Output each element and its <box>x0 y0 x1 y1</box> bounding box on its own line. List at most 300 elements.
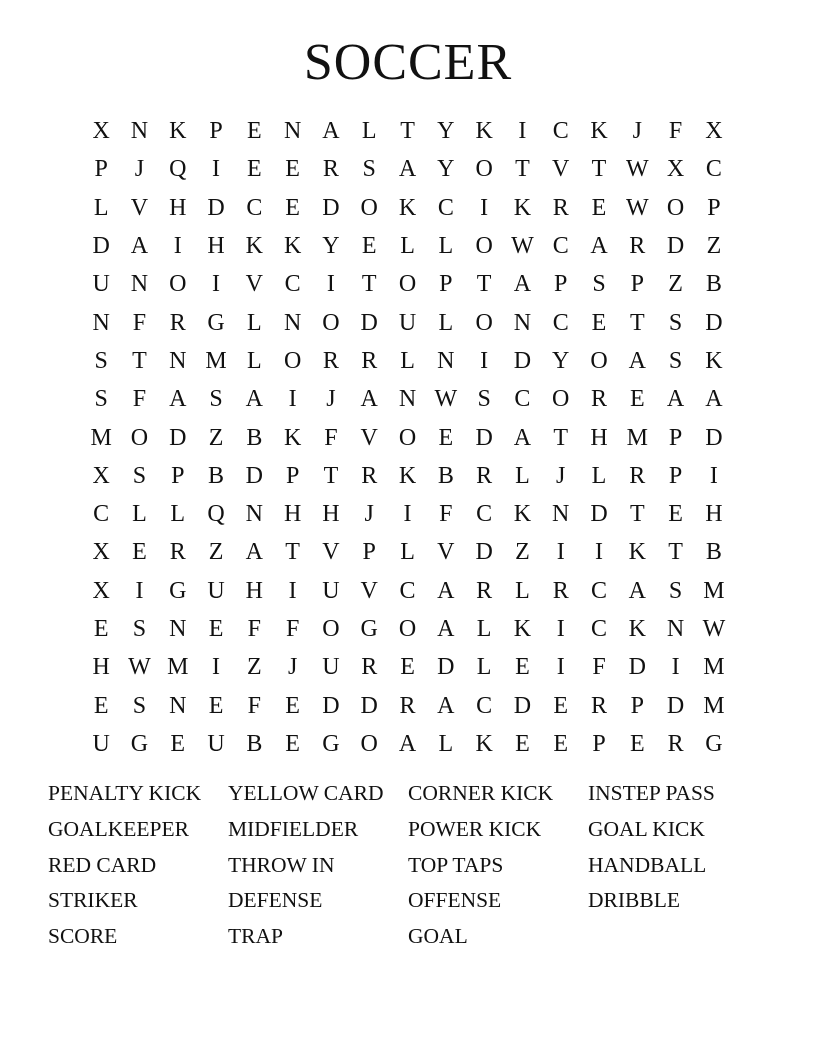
grid-cell[interactable]: R <box>552 577 569 604</box>
grid-cell[interactable]: X <box>92 118 110 145</box>
grid-cell[interactable]: V <box>552 156 570 183</box>
grid-cell[interactable]: H <box>283 501 302 528</box>
grid-cell[interactable]: R <box>629 462 646 489</box>
grid-cell[interactable]: L <box>361 118 377 145</box>
grid-cell[interactable]: I <box>556 616 565 642</box>
grid-cell[interactable]: K <box>398 194 417 221</box>
grid-cell[interactable]: P <box>707 194 721 221</box>
grid-row <box>82 227 734 265</box>
grid-cell[interactable]: O <box>475 156 493 183</box>
grid-cell[interactable]: Z <box>515 539 530 566</box>
grid-cell[interactable]: C <box>476 692 493 719</box>
grid-cell[interactable]: V <box>245 271 263 298</box>
grid-cell[interactable]: C <box>591 577 608 604</box>
grid-cell[interactable]: U <box>207 730 225 757</box>
grid-cell[interactable]: F <box>285 616 300 642</box>
grid-cell[interactable]: I <box>518 118 527 145</box>
grid-cell[interactable]: R <box>322 156 339 183</box>
grid-cell[interactable]: A <box>398 156 417 183</box>
grid-cell[interactable]: V <box>360 577 378 604</box>
grid-cell[interactable]: D <box>705 309 723 336</box>
grid-cell[interactable]: R <box>591 692 608 719</box>
grid-cell[interactable]: A <box>130 233 149 260</box>
grid-cell[interactable]: U <box>92 271 110 298</box>
grid-cell[interactable]: J <box>134 156 145 183</box>
grid-cell[interactable]: O <box>322 309 340 336</box>
grid-cell[interactable]: U <box>398 309 417 336</box>
grid-cell[interactable]: M <box>90 424 112 451</box>
grid-cell[interactable]: L <box>515 577 530 604</box>
grid-cell[interactable]: C <box>284 271 301 298</box>
word-list-item: GOAL <box>408 924 468 949</box>
grid-cell[interactable]: G <box>360 616 378 642</box>
grid-cell[interactable]: C <box>246 194 263 221</box>
grid-cell[interactable]: R <box>361 347 378 374</box>
grid-cell[interactable]: E <box>285 194 300 221</box>
grid-cell[interactable]: S <box>132 692 147 719</box>
grid-cell[interactable]: E <box>361 233 377 260</box>
grid-cell[interactable]: K <box>475 118 493 145</box>
grid-cell[interactable]: F <box>247 692 262 719</box>
grid-cell[interactable]: I <box>480 347 489 374</box>
grid-cell[interactable]: A <box>666 386 685 413</box>
grid-cell[interactable]: O <box>283 347 302 374</box>
grid-cell[interactable]: K <box>513 194 532 221</box>
grid-cell[interactable]: I <box>480 194 489 221</box>
grid-cell[interactable]: T <box>629 309 645 336</box>
grid-cell[interactable]: H <box>705 501 723 528</box>
grid-cell[interactable]: P <box>668 424 683 451</box>
grid-cell[interactable]: A <box>437 577 455 604</box>
grid-cell[interactable]: F <box>668 118 683 145</box>
grid-cell[interactable]: H <box>92 654 110 681</box>
grid-cell[interactable]: P <box>630 692 644 719</box>
grid-cell[interactable]: H <box>590 424 608 451</box>
grid-cell[interactable]: Y <box>437 118 455 145</box>
grid-cell[interactable]: U <box>322 577 340 604</box>
grid-cell[interactable]: E <box>93 692 109 719</box>
grid-cell[interactable]: B <box>705 271 722 298</box>
grid-cell[interactable]: S <box>94 386 108 413</box>
grid-cell[interactable]: V <box>437 539 455 566</box>
grid-cell[interactable]: L <box>591 462 607 489</box>
grid-cell[interactable]: R <box>169 539 186 566</box>
grid-cell[interactable]: W <box>434 386 458 413</box>
grid-cell[interactable]: D <box>666 692 685 719</box>
grid-cell[interactable]: I <box>288 386 297 413</box>
grid-cell[interactable]: N <box>283 309 302 336</box>
grid-cell[interactable]: M <box>703 654 725 681</box>
grid-cell[interactable]: P <box>630 271 644 298</box>
grid-cell[interactable]: S <box>362 156 376 183</box>
grid-cell[interactable]: V <box>322 539 340 566</box>
grid-row <box>82 457 734 495</box>
grid-cell[interactable]: E <box>132 539 147 566</box>
grid-cell[interactable]: O <box>590 347 608 374</box>
grid-cell[interactable]: T <box>476 271 492 298</box>
grid-cell[interactable]: C <box>399 577 416 604</box>
grid-cell[interactable]: E <box>438 424 454 451</box>
grid-cell[interactable]: N <box>437 347 455 374</box>
grid-cell[interactable]: O <box>169 271 187 298</box>
grid-cell[interactable]: H <box>322 501 340 528</box>
grid-cell[interactable]: D <box>360 309 378 336</box>
grid-cell[interactable]: G <box>705 730 723 757</box>
grid-cell[interactable]: S <box>132 616 147 642</box>
grid-cell[interactable]: P <box>171 462 185 489</box>
grid-cell[interactable]: K <box>705 347 723 374</box>
grid-cell[interactable]: M <box>703 692 725 719</box>
grid-cell[interactable]: E <box>208 616 224 642</box>
grid-cell[interactable]: G <box>169 577 187 604</box>
grid-cell[interactable]: G <box>322 730 340 757</box>
grid-cell[interactable]: C <box>705 156 722 183</box>
grid-cell[interactable]: O <box>360 730 378 757</box>
grid-cell[interactable]: T <box>132 347 147 374</box>
grid-cell[interactable]: N <box>169 616 187 642</box>
grid-cell[interactable]: F <box>439 501 453 528</box>
grid-cell[interactable]: T <box>361 271 377 298</box>
grid-cell[interactable]: O <box>552 386 570 413</box>
grid-cell[interactable]: E <box>400 654 415 681</box>
grid-cell[interactable]: I <box>173 233 182 260</box>
grid-cell[interactable]: L <box>438 233 454 260</box>
grid-cell[interactable]: D <box>207 194 225 221</box>
grid-cell[interactable]: D <box>705 424 723 451</box>
grid-cell[interactable]: M <box>167 654 189 681</box>
grid-cell[interactable]: U <box>207 577 225 604</box>
grid-cell[interactable]: L <box>515 462 530 489</box>
grid-cell[interactable]: C <box>476 501 493 528</box>
grid-cell[interactable]: S <box>209 386 223 413</box>
grid-cell[interactable]: D <box>590 501 608 528</box>
grid-row <box>82 265 734 303</box>
grid-cell[interactable]: A <box>245 539 263 566</box>
grid-cell[interactable]: N <box>666 616 685 642</box>
grid-cell[interactable]: T <box>285 539 300 566</box>
word-list-item: INSTEP PASS <box>588 781 715 805</box>
grid-cell[interactable]: E <box>170 730 186 757</box>
grid-cell[interactable]: G <box>130 730 149 757</box>
grid-cell[interactable]: R <box>361 462 378 489</box>
grid-cell[interactable]: E <box>591 194 607 221</box>
grid-cell[interactable]: D <box>169 424 187 451</box>
grid-cell[interactable]: K <box>628 616 646 642</box>
grid-cell[interactable]: X <box>705 118 723 145</box>
grid-cell[interactable]: M <box>703 577 725 604</box>
grid-cell[interactable]: W <box>625 156 649 183</box>
grid-cell[interactable]: D <box>245 462 263 489</box>
grid-cell[interactable]: B <box>208 462 225 489</box>
grid-cell[interactable]: A <box>513 271 532 298</box>
grid-cell[interactable]: R <box>361 654 378 681</box>
grid-cell[interactable]: O <box>398 424 417 451</box>
grid-cell[interactable]: K <box>283 233 302 260</box>
grid-cell[interactable]: W <box>128 654 151 681</box>
grid-cell[interactable]: H <box>169 194 187 221</box>
grid-cell[interactable]: A <box>360 386 378 413</box>
grid-cell[interactable]: P <box>668 462 683 489</box>
grid-cell[interactable]: A <box>513 424 532 451</box>
grid-cell[interactable]: M <box>626 424 648 451</box>
grid-cell[interactable]: C <box>552 118 569 145</box>
grid-cell[interactable]: I <box>595 539 603 566</box>
grid-cell[interactable]: L <box>93 194 109 221</box>
grid-cell[interactable]: F <box>592 654 606 681</box>
grid-cell[interactable]: Z <box>208 424 224 451</box>
grid-cell[interactable]: E <box>515 654 530 681</box>
grid-cell[interactable]: P <box>285 462 300 489</box>
grid-cell[interactable]: T <box>591 156 607 183</box>
grid-cell[interactable]: R <box>169 309 186 336</box>
grid-cell[interactable]: A <box>628 347 646 374</box>
grid-cell[interactable]: O <box>360 194 378 221</box>
grid-cell[interactable]: T <box>323 462 339 489</box>
grid-cell[interactable]: L <box>247 347 262 374</box>
grid-cell[interactable]: I <box>556 654 565 681</box>
grid-cell[interactable]: L <box>132 501 147 528</box>
grid-cell[interactable]: I <box>212 271 221 298</box>
grid-row <box>82 112 734 150</box>
grid-cell[interactable]: S <box>477 386 491 413</box>
grid-cell[interactable]: T <box>553 424 569 451</box>
grid-cell[interactable]: K <box>513 501 532 528</box>
grid-cell[interactable]: S <box>668 309 683 336</box>
grid-cell[interactable]: D <box>437 654 455 681</box>
grid-cell[interactable]: A <box>437 616 455 642</box>
word-list-item: THROW IN <box>228 852 335 877</box>
grid-cell[interactable]: P <box>592 730 606 757</box>
grid-cell[interactable]: F <box>247 616 262 642</box>
grid-cell[interactable]: E <box>93 616 109 642</box>
grid-cell[interactable]: D <box>666 233 685 260</box>
grid-cell[interactable]: S <box>668 577 683 604</box>
grid-cell[interactable]: W <box>511 233 534 260</box>
grid-cell[interactable]: S <box>132 462 147 489</box>
grid-cell[interactable]: I <box>212 156 221 183</box>
grid-row <box>82 648 734 686</box>
grid-cell[interactable]: Q <box>169 156 187 183</box>
grid-cell[interactable]: A <box>245 386 263 413</box>
grid-cell[interactable]: Y <box>552 347 570 374</box>
grid-cell[interactable]: A <box>169 386 187 413</box>
grid-cell[interactable]: K <box>628 539 646 566</box>
grid-cell[interactable]: O <box>666 194 685 221</box>
grid-cell[interactable]: N <box>169 692 187 719</box>
grid-cell[interactable]: J <box>326 386 336 413</box>
grid-cell[interactable]: C <box>514 386 531 413</box>
grid-cell[interactable]: I <box>709 462 718 489</box>
grid-cell[interactable]: V <box>360 424 378 451</box>
grid-cell[interactable]: A <box>705 386 723 413</box>
grid-cell[interactable]: K <box>245 233 263 260</box>
grid-cell[interactable]: X <box>666 156 685 183</box>
grid-cell[interactable]: K <box>283 424 302 451</box>
grid-cell[interactable]: O <box>322 616 340 642</box>
grid-cell[interactable]: X <box>92 462 110 489</box>
grid-cell[interactable]: E <box>629 386 645 413</box>
grid-cell[interactable]: L <box>400 539 415 566</box>
grid-cell[interactable]: K <box>475 730 493 757</box>
grid-cell[interactable]: J <box>632 118 642 145</box>
grid-cell[interactable]: H <box>245 577 263 604</box>
grid-cell[interactable]: E <box>247 118 262 145</box>
grid-cell[interactable]: E <box>553 730 569 757</box>
grid-cell[interactable]: R <box>476 577 493 604</box>
grid-cell[interactable]: U <box>322 654 340 681</box>
grid-cell[interactable]: X <box>92 539 110 566</box>
grid-cell[interactable]: G <box>207 309 225 336</box>
grid-cell[interactable]: P <box>439 271 453 298</box>
grid-cell[interactable]: A <box>590 233 608 260</box>
grid-cell[interactable]: P <box>94 156 108 183</box>
grid-cell[interactable]: D <box>360 692 378 719</box>
grid-row <box>82 150 734 188</box>
grid-cell[interactable]: V <box>130 194 149 221</box>
grid-cell[interactable]: I <box>403 501 412 528</box>
grid-cell[interactable]: L <box>400 347 415 374</box>
grid-cell[interactable]: K <box>169 118 187 145</box>
grid-cell[interactable]: O <box>475 309 493 336</box>
grid-cell[interactable]: N <box>245 501 263 528</box>
grid-cell[interactable]: N <box>92 309 110 336</box>
grid-cell[interactable]: O <box>398 616 417 642</box>
grid-cell[interactable]: A <box>322 118 340 145</box>
grid-cell[interactable]: D <box>513 692 532 719</box>
grid-cell[interactable]: C <box>93 501 110 528</box>
grid-cell[interactable]: K <box>590 118 608 145</box>
grid-cell[interactable]: C <box>591 616 608 642</box>
grid-cell[interactable]: E <box>285 692 300 719</box>
grid-cell[interactable]: Y <box>322 233 340 260</box>
grid-cell[interactable]: O <box>475 233 493 260</box>
grid-cell[interactable]: B <box>705 539 722 566</box>
grid-cell[interactable]: N <box>169 347 187 374</box>
grid-cell[interactable]: L <box>476 616 492 642</box>
grid-cell[interactable]: P <box>362 539 376 566</box>
grid-cell[interactable]: T <box>400 118 415 145</box>
grid-cell[interactable]: R <box>552 194 569 221</box>
grid-cell[interactable]: I <box>326 271 335 298</box>
grid-cell[interactable]: N <box>130 271 149 298</box>
grid-cell[interactable]: X <box>92 577 110 604</box>
grid-cell[interactable]: N <box>130 118 149 145</box>
grid-cell[interactable]: S <box>668 347 683 374</box>
grid-cell[interactable]: I <box>288 577 297 604</box>
grid-cell[interactable]: Z <box>208 539 224 566</box>
grid-cell[interactable]: L <box>438 730 454 757</box>
grid-cell[interactable]: R <box>629 233 646 260</box>
grid-cell[interactable]: J <box>364 501 374 528</box>
grid-cell[interactable]: Y <box>437 156 455 183</box>
grid-cell[interactable]: E <box>515 730 530 757</box>
grid-cell[interactable]: N <box>513 309 532 336</box>
grid-cell[interactable]: K <box>513 616 532 642</box>
grid-cell[interactable]: E <box>285 730 300 757</box>
grid-cell[interactable]: W <box>702 616 726 642</box>
grid-cell[interactable]: D <box>322 692 340 719</box>
grid-cell[interactable]: B <box>246 730 263 757</box>
grid-cell[interactable]: Z <box>668 271 683 298</box>
grid-row <box>82 572 734 610</box>
grid-cell[interactable]: A <box>628 577 646 604</box>
grid-cell[interactable]: T <box>668 539 683 566</box>
grid-cell[interactable]: F <box>324 424 338 451</box>
grid-cell[interactable]: E <box>668 501 683 528</box>
grid-cell[interactable]: C <box>437 194 454 221</box>
grid-cell[interactable]: R <box>476 462 493 489</box>
grid-cell[interactable]: E <box>553 692 569 719</box>
grid-cell[interactable]: T <box>629 501 645 528</box>
grid-cell[interactable]: E <box>247 156 262 183</box>
grid-cell[interactable]: K <box>398 462 417 489</box>
grid-cell[interactable]: E <box>285 156 300 183</box>
grid-cell[interactable]: I <box>212 654 221 681</box>
grid-cell[interactable]: E <box>629 730 645 757</box>
grid-cell[interactable]: Z <box>706 233 722 260</box>
grid-cell[interactable]: D <box>513 347 532 374</box>
grid-cell[interactable]: D <box>628 654 646 681</box>
grid-cell[interactable]: A <box>398 730 417 757</box>
grid-cell[interactable]: R <box>667 730 684 757</box>
grid-cell[interactable]: N <box>283 118 302 145</box>
puzzle-title: SOCCER <box>303 34 513 91</box>
grid-cell[interactable]: S <box>592 271 606 298</box>
grid-cell[interactable]: J <box>556 462 566 489</box>
grid-cell[interactable]: N <box>398 386 417 413</box>
grid-cell[interactable]: R <box>399 692 416 719</box>
grid-cell[interactable]: L <box>438 309 454 336</box>
grid-cell[interactable]: Q <box>207 501 225 528</box>
grid-cell[interactable]: L <box>170 501 186 528</box>
grid-cell[interactable]: R <box>322 347 339 374</box>
grid-cell[interactable]: L <box>476 654 492 681</box>
grid-cell[interactable]: M <box>205 347 227 374</box>
grid-cell[interactable]: D <box>475 539 493 566</box>
grid-cell[interactable]: B <box>246 424 263 451</box>
grid-cell[interactable]: D <box>92 233 110 260</box>
grid-cell[interactable]: F <box>132 386 147 413</box>
grid-cell[interactable]: B <box>437 462 454 489</box>
grid-cell[interactable]: T <box>515 156 530 183</box>
grid-cell[interactable]: F <box>132 309 147 336</box>
grid-cell[interactable]: D <box>475 424 493 451</box>
grid-cell[interactable]: N <box>552 501 570 528</box>
grid-cell[interactable]: A <box>437 692 455 719</box>
grid-cell[interactable]: E <box>208 692 224 719</box>
grid-cell[interactable]: O <box>130 424 149 451</box>
grid-cell[interactable]: I <box>671 654 680 681</box>
grid-cell[interactable]: L <box>247 309 262 336</box>
grid-cell[interactable]: S <box>94 347 108 374</box>
grid-cell[interactable]: P <box>554 271 568 298</box>
grid-cell[interactable]: C <box>552 233 569 260</box>
grid-cell[interactable]: O <box>398 271 417 298</box>
grid-cell[interactable]: C <box>552 309 569 336</box>
grid-cell[interactable]: D <box>322 194 340 221</box>
grid-cell[interactable]: R <box>591 386 608 413</box>
grid-cell[interactable]: E <box>591 309 607 336</box>
grid-cell[interactable]: W <box>625 194 649 221</box>
grid-cell[interactable]: H <box>207 233 225 260</box>
grid-cell[interactable]: Z <box>247 654 262 681</box>
grid-cell[interactable]: U <box>92 730 110 757</box>
grid-cell[interactable]: J <box>287 654 298 681</box>
grid-cell[interactable]: I <box>135 577 144 604</box>
grid-cell[interactable]: L <box>400 233 415 260</box>
grid-cell[interactable]: I <box>556 539 565 566</box>
grid-cell[interactable]: P <box>209 118 223 145</box>
